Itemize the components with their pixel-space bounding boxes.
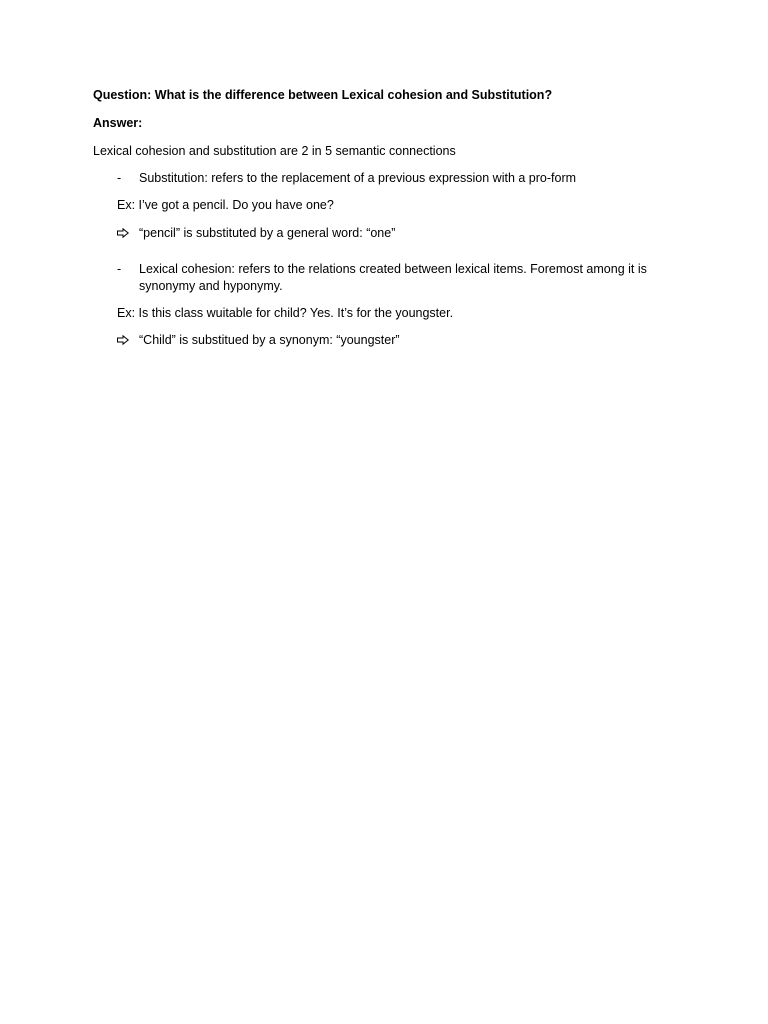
lexical-cohesion-explanation: “Child” is substitued by a synonym: “youngster”: [139, 333, 400, 347]
question-heading: Question: What is the difference between Lexical cohesion and Substitution?: [93, 88, 553, 102]
dash-bullet-marker: -: [117, 171, 122, 185]
substitution-definition: Substitution: refers to the replacement of a previous expression with a pro-form: [139, 171, 577, 185]
substitution-example: Ex: I’ve got a pencil. Do you have one?: [117, 198, 334, 212]
answer-label: Answer:: [93, 116, 143, 130]
lexical-cohesion-definition-line2: synonymy and hyponymy.: [139, 279, 283, 293]
arrow-right-outline-icon: [117, 335, 129, 345]
lexical-cohesion-definition-line1: Lexical cohesion: refers to the relations created between lexical items. Foremost among it is: [139, 262, 647, 276]
substitution-explanation: “pencil” is substituted by a general word: “one”: [139, 226, 396, 240]
lexical-cohesion-example: Ex: Is this class wuitable for child? Yes. It’s for the youngster.: [117, 306, 454, 320]
intro-paragraph: Lexical cohesion and substitution are 2 in 5 semantic connections: [93, 144, 456, 158]
arrow-right-outline-icon: [117, 228, 129, 238]
dash-bullet-marker: -: [117, 262, 122, 276]
